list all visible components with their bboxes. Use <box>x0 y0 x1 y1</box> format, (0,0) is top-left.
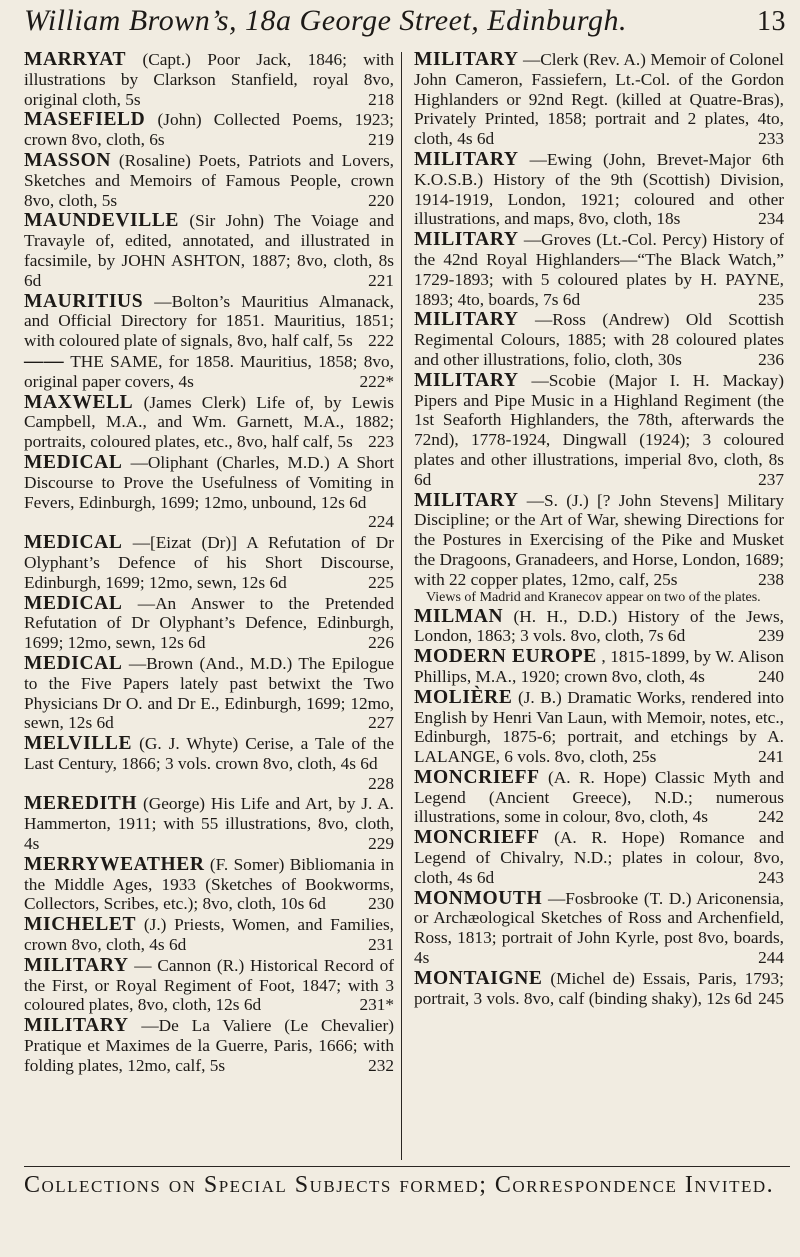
lot-number: 223 <box>368 432 394 452</box>
entry-heading: MERRYWEATHER <box>24 853 205 875</box>
catalogue-column-left <box>24 50 394 1077</box>
lot-number: 238 <box>758 569 784 589</box>
catalogue-entry <box>414 50 784 149</box>
entry-description: —S. (J.) [? John Stevens] Military Discipline; or the Art of War, shewing Directions for the Postures in Exercising of the Pike and Musket the Dragoons, Granadeers, and Horse, London, 1689; with 22 copper plates, 12mo, calf, 25s <box>414 490 784 589</box>
lot-number: 233 <box>758 129 784 149</box>
lot-number: 222* <box>359 371 394 391</box>
footer-divider <box>24 1166 790 1167</box>
entry-heading: MILITARY <box>414 309 519 331</box>
entry-description: (Capt.) Poor Jack, 1846; with illustrations by Clarkson Stanfield, royal 8vo, original cloth, 5s <box>24 50 395 109</box>
lot-number: 225 <box>368 572 394 592</box>
entry-heading: MOLIÈRE <box>414 686 513 708</box>
catalogue-entry <box>24 855 394 914</box>
entry-description: (Sir John) The Voiage and Travayle of, edited, annotated, and illustrated in facsimile, by JOHN ASHTON, 1887; 8vo, cloth, 8s 6d <box>24 211 394 290</box>
lot-number: 222 <box>368 331 394 351</box>
entry-heading: MELVILLE <box>24 733 133 755</box>
lot-number: 220 <box>368 190 394 210</box>
entry-description: (Rosaline) Poets, Patriots and Lovers, Sketches and Memoirs of Famous People, crown 8vo, cloth, 5s <box>24 150 394 210</box>
lot-number: 242 <box>758 807 784 827</box>
lot-number: 244 <box>758 948 784 968</box>
entry-description: —Scobie (Major I. H. Mackay) Pipers and Pipe Music in a Highland Regiment (the 1st Seaforth Highlanders, the 78th, afterwards the 72nd), 1778-1924, Dingwall (1924); 3 coloured plates and other illustrations, imperial 8vo, cloth, 8s 6d <box>414 370 784 489</box>
column-divider <box>401 52 402 1160</box>
entry-description: (James Clerk) Life of, by Lewis Campbell, M.A., and Wm. Garnett, M.A., 1882; portraits, coloured plates, etc., 8vo, half calf, 5s <box>24 392 394 452</box>
lot-number: 239 <box>758 626 784 646</box>
lot-number: 219 <box>368 130 394 150</box>
entry-description: THE SAME, for 1858. Mauritius, 1858; 8vo, original paper covers, 4s <box>24 351 394 391</box>
entry-description: —Groves (Lt.-Col. Percy) History of the 42nd Royal Highlanders—“The Black Watch,” 1729-1893; with 5 coloured plates by H. PAYNE, 1893; 4to, boards, 7s 6d <box>414 230 784 309</box>
entry-heading: MODERN EUROPE <box>414 646 597 668</box>
entry-description: —An Answer to the Pretended Refutation of Dr Olyphant’s Defence, Edinburgh, 1699; 12mo, sewn, 12s 6d <box>24 593 394 653</box>
entry-description: (Michel de) Essais, Paris, 1793; portrait, 3 vols. 8vo, calf (binding shaky), 12s 6d <box>414 968 784 1008</box>
catalogue-entry <box>24 654 394 733</box>
entry-heading: MAXWELL <box>24 391 134 413</box>
catalogue-entry <box>414 889 784 968</box>
catalogue-column-right <box>414 50 784 1009</box>
entry-heading: MILMAN <box>414 605 504 627</box>
running-head-title: William Brown’s, 18a George Street, Edinburgh. <box>24 4 627 37</box>
entry-heading: MEREDITH <box>24 793 138 815</box>
lot-number: 231* <box>359 995 394 1015</box>
lot-number: 235 <box>758 289 784 309</box>
footer-line: Collections on Special Subjects formed; Correspondence Invited. <box>24 1172 775 1198</box>
entry-description: —Bolton’s Mauritius Almanack, and Official Directory for 1851. Mauritius, 1851; with coloured plate of signals, 8vo, half calf, 5s <box>24 291 394 351</box>
entry-heading: MILITARY <box>24 954 129 976</box>
catalogue-entry <box>24 50 394 109</box>
catalogue-entry <box>24 956 394 1015</box>
entry-description: (A. R. Hope) Romance and Legend of Chivalry, N.D.; plates in colour, 8vo, cloth, 4s 6d <box>414 828 784 887</box>
entry-description: (G. J. Whyte) Cerise, a Tale of the Last Century, 1866; 3 vols. crown 8vo, cloth, 4s 6d <box>24 734 394 773</box>
catalogue-entry <box>24 594 394 653</box>
catalogue-entry <box>414 828 784 887</box>
entry-heading: MILITARY <box>414 148 519 170</box>
entry-heading: MICHELET <box>24 914 137 936</box>
lot-number: 245 <box>758 988 784 1008</box>
entry-description: (F. Somer) Bibliomania in the Middle Ages, 1933 (Sketches of Bookworms, Collectors, Scribes, etc.); 8vo, cloth, 10s 6d <box>24 854 394 914</box>
catalogue-entry <box>24 734 394 793</box>
catalogue-entry <box>24 292 394 351</box>
catalogue-entry <box>414 310 784 369</box>
entry-heading: MEDICAL <box>24 451 123 473</box>
lot-number: 228 <box>368 773 394 793</box>
entry-description: —Ross (Andrew) Old Scottish Regimental Colours, 1885; with 28 coloured plates and other illustrations, folio, cloth, 30s <box>414 310 784 369</box>
lot-number: 227 <box>368 713 394 733</box>
entry-heading: MONCRIEFF <box>414 766 540 788</box>
catalogue-entry <box>24 794 394 853</box>
entry-heading: MILITARY <box>414 489 519 511</box>
catalogue-entry <box>414 371 784 490</box>
entry-heading: MASEFIELD <box>24 109 146 131</box>
catalogue-entry <box>24 211 394 290</box>
entry-heading: MILITARY <box>414 49 519 70</box>
entry-heading: MONTAIGNE <box>414 967 543 989</box>
lot-number: 224 <box>368 512 394 532</box>
lot-number: 226 <box>368 633 394 653</box>
entry-heading: MEDICAL <box>24 652 123 674</box>
catalogue-entry <box>24 533 394 592</box>
entry-description: —Brown (And., M.D.) The Epilogue to the Five Papers lately past betwixt the Two Physicians Dr O. and Dr E., Edinburgh, 1699; 12mo, sewn, 12s 6d <box>24 653 394 733</box>
catalogue-entry <box>414 969 784 1009</box>
entry-description: (H. H., D.D.) History of the Jews, London, 1863; 3 vols. 8vo, cloth, 7s 6d <box>414 606 784 646</box>
lot-number: 231 <box>368 935 394 955</box>
entry-heading: MILITARY <box>414 229 519 251</box>
entry-heading: MEDICAL <box>24 532 123 554</box>
entry-description: (J. B.) Dramatic Works, rendered into English by Henri Van Laun, with Memoir, notes, etc., Edinburgh, 1875-6; portrait, and etchings by A. LALANGE, 6 vols. 8vo, cloth, 25s <box>414 687 784 767</box>
entry-description: —Oliphant (Charles, M.D.) A Short Discourse to Prove the Usefulness of Vomiting in Fevers, Edinburgh, 1699; 12mo, unbound, 12s 6d <box>24 452 394 512</box>
lot-number: 232 <box>368 1055 394 1075</box>
entry-heading: MEDICAL <box>24 592 123 614</box>
entry-heading: —— <box>24 350 65 372</box>
catalogue-entry <box>414 688 784 767</box>
lot-number: 237 <box>758 469 784 489</box>
running-head <box>24 4 794 38</box>
lot-number: 240 <box>758 666 784 686</box>
entry-heading: MAUNDEVILLE <box>24 210 180 232</box>
page-number: 13 <box>757 6 786 37</box>
entry-description: (John) Collected Poems, 1923; crown 8vo, cloth, 6s <box>24 110 394 150</box>
catalogue-entry <box>414 607 784 647</box>
entry-note: Views of Madrid and Kranecov appear on two of the plates. <box>426 589 761 605</box>
entry-description: , 1815-1899, by W. Alison Phillips, M.A., 1920; crown 8vo, cloth, 4s <box>414 647 784 686</box>
entry-heading: MILITARY <box>24 1015 129 1037</box>
catalogue-entry <box>24 151 394 210</box>
lot-number: 241 <box>758 747 784 767</box>
entry-description: (J.) Priests, Women, and Families, crown 8vo, cloth, 4s 6d <box>24 915 394 955</box>
catalogue-entry <box>24 393 394 452</box>
catalogue-entry <box>414 150 784 229</box>
entry-description: —Fosbrooke (T. D.) Ariconensia, or Archæological Sketches of Ross and Archenfield, Ross, 1813; portrait of John Kyrle, post 8vo, boards, 4s <box>414 888 784 968</box>
entry-description: (A. R. Hope) Classic Myth and Legend (Ancient Greece), N.D.; numerous illustrations, some in colour, 8vo, cloth, 4s <box>414 767 784 827</box>
catalogue-entry <box>24 1016 394 1075</box>
lot-number: 218 <box>368 89 394 109</box>
lot-number: 236 <box>758 349 784 369</box>
catalogue-entry <box>414 491 784 606</box>
entry-description: —De La Valiere (Le Chevalier) Pratique et Maximes de la Guerre, Paris, 1666; with folding plates, 12mo, calf, 5s <box>24 1016 394 1075</box>
catalogue-entry <box>24 352 394 392</box>
catalogue-entry <box>414 647 784 687</box>
entry-heading: MASSON <box>24 149 112 171</box>
entry-description: —Ewing (John, Brevet-Major 6th K.O.S.B.) History of the 9th (Scottish) Division, 1914-1919, London, 1921; coloured and other illustrations, and maps, 8vo, cloth, 18s <box>414 149 784 229</box>
catalogue-entry <box>414 230 784 309</box>
catalogue-entry <box>24 453 394 532</box>
catalogue-entry <box>24 110 394 150</box>
catalogue-entry <box>24 915 394 955</box>
entry-heading: MAURITIUS <box>24 290 144 312</box>
entry-heading: MARRYAT <box>24 49 127 70</box>
entry-description: —[Eizat (Dr)] A Refutation of Dr Olyphant’s Defence of his Short Discourse, Edinburgh, 1699; 12mo, sewn, 12s 6d <box>24 533 394 592</box>
entry-description: — Cannon (R.) Historical Record of the First, or Royal Regiment of Foot, 1847; with 3 coloured plates, 8vo, cloth, 12s 6d <box>24 955 394 1015</box>
lot-number: 229 <box>368 834 394 854</box>
lot-number: 230 <box>368 894 394 914</box>
entry-description: —Clerk (Rev. A.) Memoir of Colonel John Cameron, Fassiefern, Lt.-Col. of the Gordon Highlanders or 92nd Regt. (killed at Quatre-Bras), Privately Printed, 1858; portrait and 2 plates, 4to, cloth, 4s 6d <box>414 50 784 149</box>
catalogue-entry <box>414 768 784 827</box>
lot-number: 234 <box>758 209 784 229</box>
lot-number: 221 <box>368 270 394 290</box>
lot-number: 243 <box>758 867 784 887</box>
entry-heading: MILITARY <box>414 369 519 391</box>
entry-description: (George) His Life and Art, by J. A. Hammerton, 1911; with 55 illustrations, 8vo, cloth, 4s <box>24 794 394 854</box>
entry-heading: MONMOUTH <box>414 887 543 909</box>
entry-heading: MONCRIEFF <box>414 827 540 849</box>
